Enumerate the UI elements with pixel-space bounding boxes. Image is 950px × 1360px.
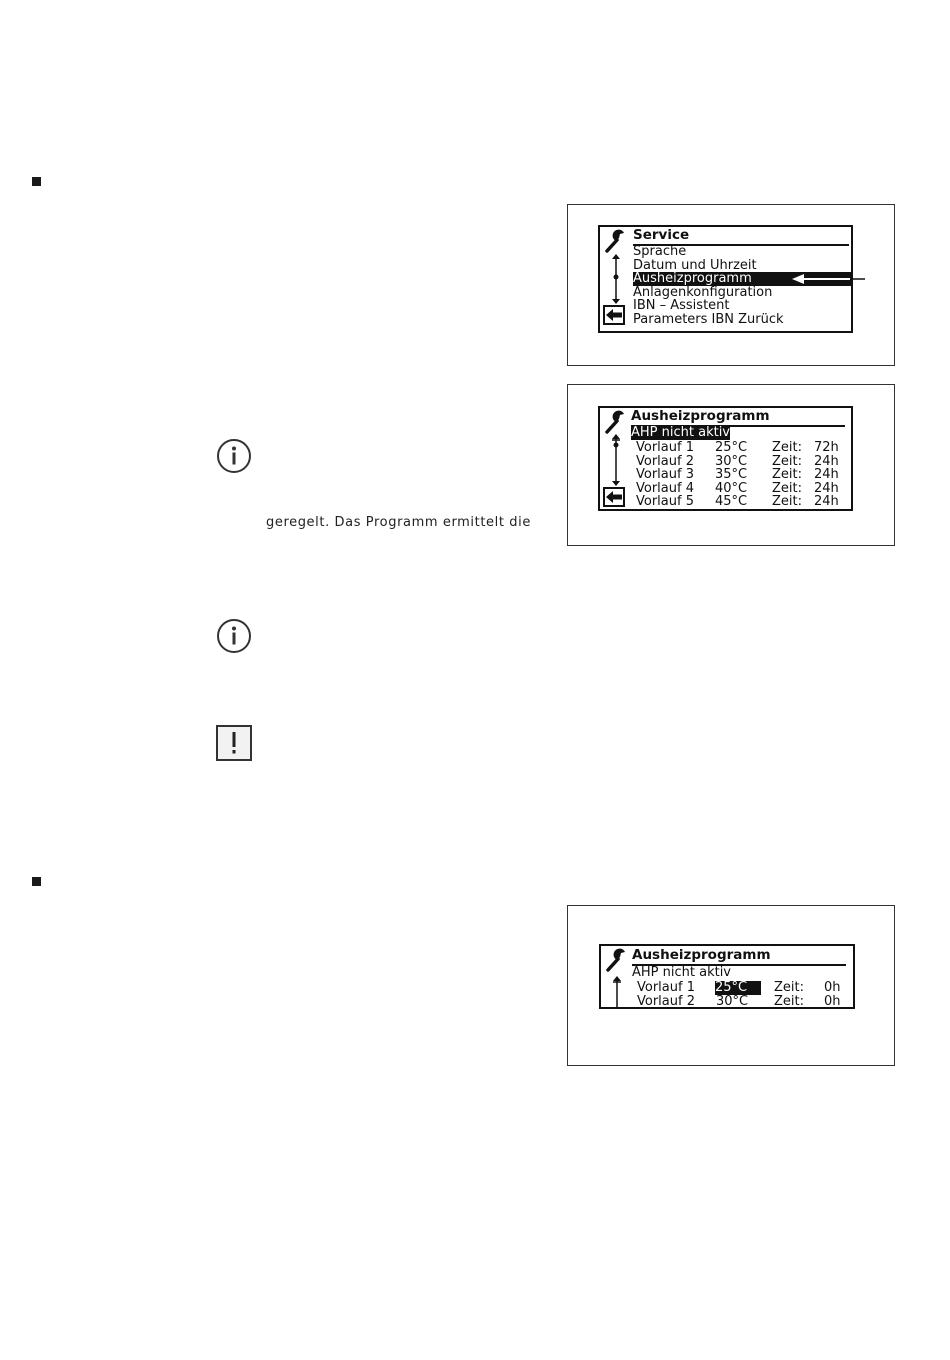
- figure-frame-ausheizprogramm-edit: [567, 905, 895, 1066]
- zeit-label: Zeit:: [772, 453, 802, 469]
- scrollbar[interactable]: [611, 976, 623, 1009]
- zeit-value: 24h: [814, 467, 839, 482]
- menu-item-anlagenkonfiguration[interactable]: Anlagenkonfiguration: [633, 284, 773, 300]
- screen-title: Ausheizprogramm: [631, 408, 770, 424]
- screen-title: Service: [633, 227, 690, 243]
- wrench-icon: [603, 410, 627, 434]
- scrollbar[interactable]: [610, 254, 622, 304]
- status-ahp[interactable]: AHP nicht aktiv: [631, 425, 731, 440]
- zeit-value: 24h: [814, 453, 839, 469]
- vorlauf-temp: 30°C: [715, 453, 748, 469]
- back-button[interactable]: [603, 487, 625, 507]
- wrench-icon: [603, 229, 627, 253]
- figure-frame-ausheizprogramm: [567, 384, 895, 546]
- screen-title: Ausheizprogramm: [632, 947, 771, 963]
- vorlauf-temp: 30°C: [716, 993, 749, 1009]
- zeit-value: 24h: [814, 480, 839, 496]
- scrollbar[interactable]: [610, 434, 622, 486]
- vorlauf-label: Vorlauf 1: [636, 440, 694, 455]
- vorlauf-temp-selected[interactable]: 25°C: [715, 981, 761, 995]
- zeit-label: Zeit:: [772, 440, 802, 455]
- callout-line: [851, 277, 865, 281]
- zeit-value: 0h: [824, 993, 841, 1009]
- paragraph-fragment: geregelt. Das Programm ermittelt die: [266, 515, 531, 530]
- exclamation-icon: [216, 725, 252, 761]
- zeit-label: Zeit:: [772, 494, 802, 509]
- zeit-value: 72h: [814, 440, 839, 455]
- menu-item-ibn-assistent[interactable]: IBN – Assistent: [633, 298, 730, 313]
- vorlauf-temp: 40°C: [715, 480, 748, 496]
- lcd-screen-service: [598, 225, 853, 333]
- back-arrow-icon: [606, 309, 622, 321]
- zeit-label: Zeit:: [772, 480, 802, 496]
- zeit-label: Zeit:: [772, 467, 802, 482]
- lcd-screen-ausheizprogramm: [598, 406, 853, 511]
- back-button[interactable]: [603, 305, 625, 325]
- zeit-label: Zeit:: [774, 980, 804, 995]
- zeit-label: Zeit:: [774, 993, 804, 1009]
- vorlauf-temp: 25°C: [715, 440, 748, 455]
- vorlauf-temp: 45°C: [715, 494, 748, 509]
- menu-item-sprache[interactable]: Sprache: [633, 244, 687, 259]
- menu-item-parameters-ibn[interactable]: Parameters IBN Zurück: [633, 311, 784, 327]
- selection-arrow-icon: [792, 273, 850, 285]
- vorlauf-label: Vorlauf 1: [637, 980, 695, 995]
- section-bullet-1: [32, 177, 41, 186]
- back-arrow-icon: [606, 491, 622, 503]
- menu-item-ausheizprogramm[interactable]: Ausheizprogramm: [633, 272, 851, 286]
- vorlauf-label: Vorlauf 5: [636, 494, 694, 509]
- section-bullet-2: [32, 877, 41, 886]
- vorlauf-temp: 35°C: [715, 467, 748, 482]
- menu-item-datum[interactable]: Datum und Uhrzeit: [633, 257, 757, 273]
- vorlauf-label: Vorlauf 4: [636, 480, 694, 496]
- vorlauf-label: Vorlauf 3: [636, 467, 694, 482]
- figure-frame-service-menu: [567, 204, 895, 366]
- status-ahp[interactable]: AHP nicht aktiv: [632, 965, 732, 980]
- wrench-icon: [604, 948, 628, 972]
- lcd-screen-ausheizprogramm-edit: [599, 944, 855, 1009]
- info-icon: [216, 438, 252, 474]
- vorlauf-label: Vorlauf 2: [637, 993, 695, 1009]
- zeit-value: 24h: [814, 494, 839, 509]
- zeit-value: 0h: [824, 980, 841, 995]
- vorlauf-label: Vorlauf 2: [636, 453, 694, 469]
- info-icon: [216, 618, 252, 654]
